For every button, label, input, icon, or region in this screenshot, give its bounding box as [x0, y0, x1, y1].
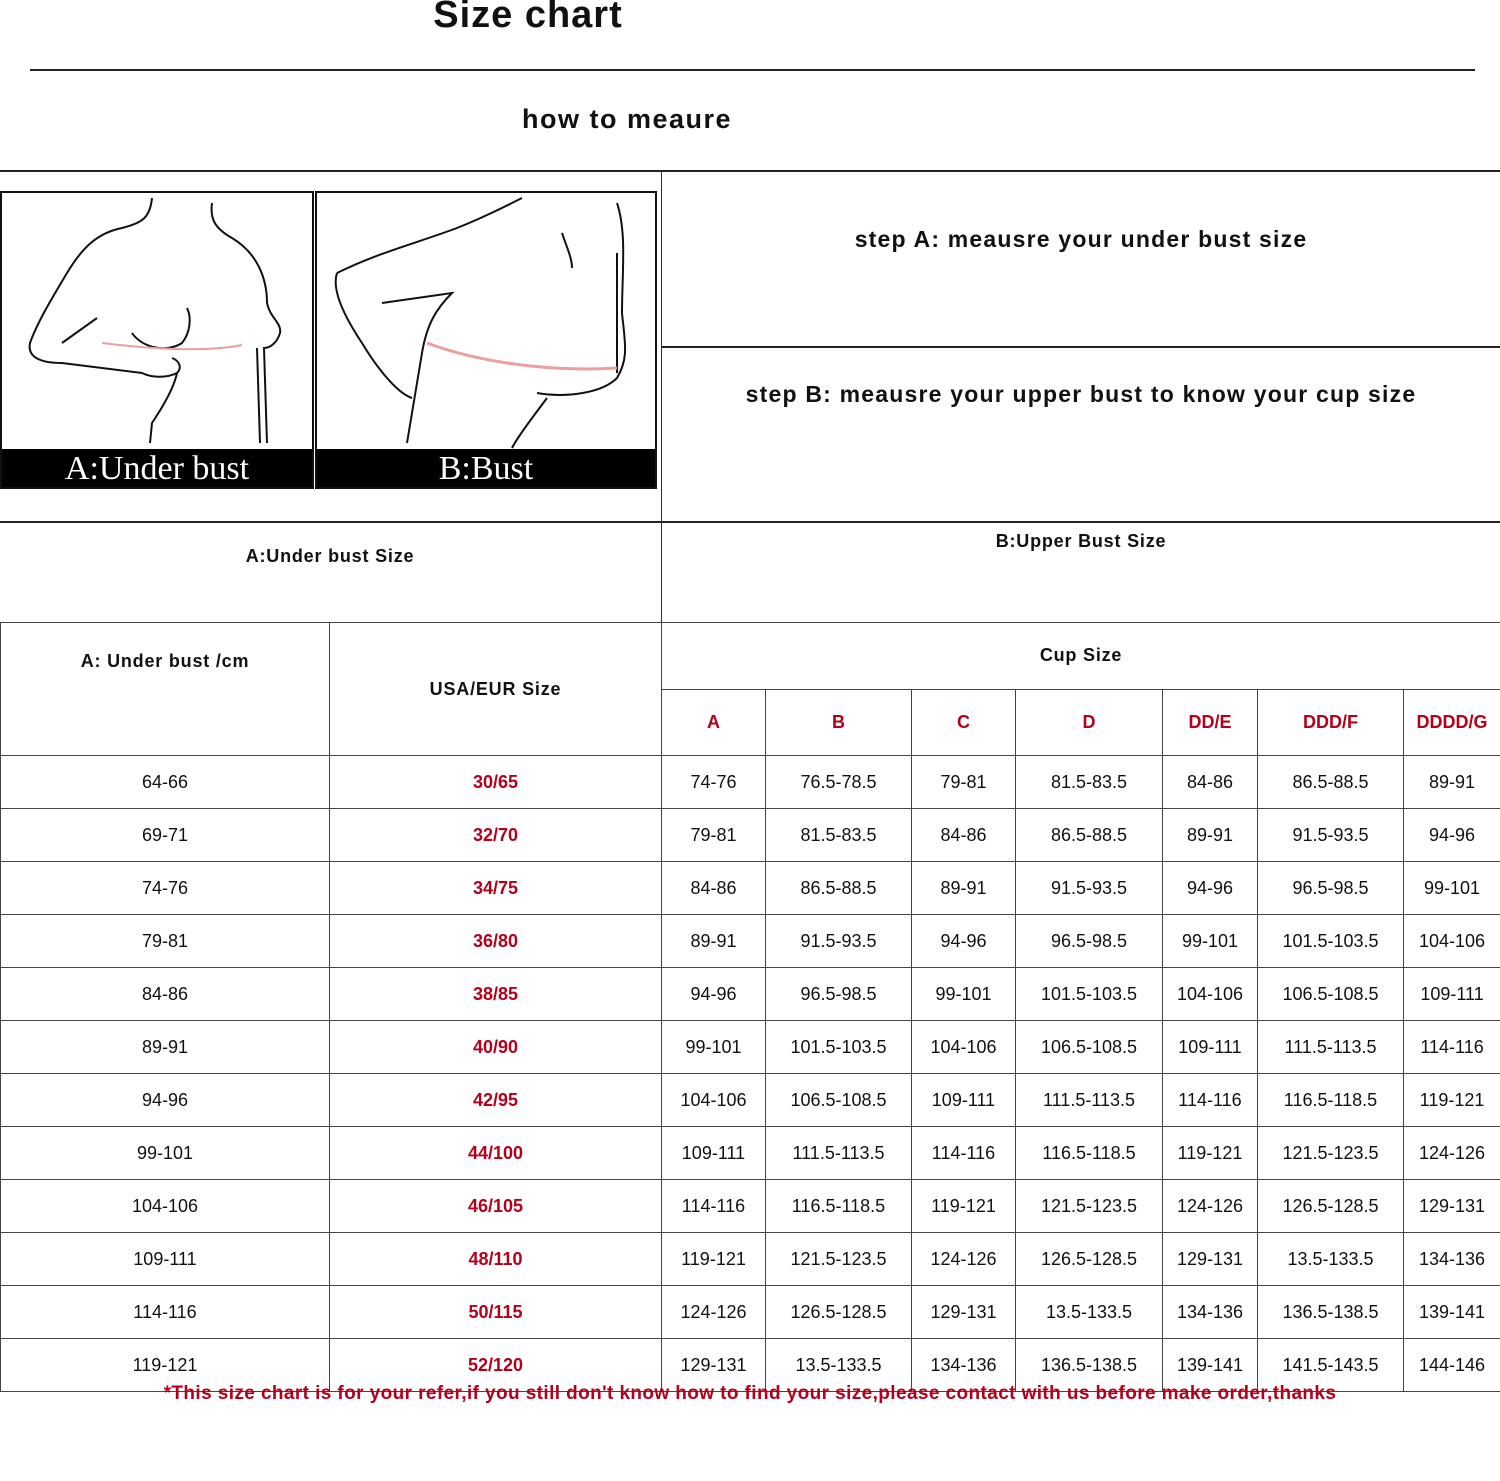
under-bust-size-header: A:Under bust Size [245, 546, 415, 566]
cup-value-cell: 91.5-93.5 [766, 915, 912, 968]
cup-value-cell: 126.5-128.5 [766, 1286, 912, 1339]
cup-value-cell: 101.5-103.5 [1258, 915, 1404, 968]
cup-value-cell: 119-121 [912, 1180, 1016, 1233]
cup-value-cell: 94-96 [662, 968, 766, 1021]
cup-value-cell: 94-96 [912, 915, 1016, 968]
cup-value-cell: 109-111 [662, 1127, 766, 1180]
cup-value-cell: 106.5-108.5 [766, 1074, 912, 1127]
usa-eur-size-cell: 50/115 [330, 1286, 662, 1339]
cup-value-cell: 109-111 [1163, 1021, 1258, 1074]
table-row [1, 968, 1500, 1021]
cup-value-cell: 81.5-83.5 [766, 809, 912, 862]
cup-value-cell: 121.5-123.5 [766, 1233, 912, 1286]
under-bust-cell: 69-71 [1, 809, 330, 862]
cup-value-cell: 109-111 [912, 1074, 1016, 1127]
cup-value-cell: 134-136 [1404, 1233, 1500, 1286]
cup-value-cell: 124-126 [1163, 1180, 1258, 1233]
cup-value-cell: 86.5-88.5 [1016, 809, 1163, 862]
cup-size-header: Cup Size [662, 623, 1500, 690]
figure-under-bust [0, 191, 314, 489]
usa-eur-size-cell: 44/100 [330, 1127, 662, 1180]
cup-value-cell: 89-91 [912, 862, 1016, 915]
size-table [0, 622, 1500, 1392]
under-bust-cell: 109-111 [1, 1233, 330, 1286]
bust-illustration-icon [317, 193, 655, 449]
cup-value-cell: 89-91 [662, 915, 766, 968]
cup-value-cell: 134-136 [1163, 1286, 1258, 1339]
cup-value-cell: 116.5-118.5 [1016, 1127, 1163, 1180]
divider [662, 346, 1500, 348]
cup-value-cell: 101.5-103.5 [1016, 968, 1163, 1021]
usa-eur-size-cell: 48/110 [330, 1233, 662, 1286]
cup-value-cell: 116.5-118.5 [766, 1180, 912, 1233]
cup-value-cell: 116.5-118.5 [1258, 1074, 1404, 1127]
cup-value-cell: 106.5-108.5 [1016, 1021, 1163, 1074]
table-row [1, 756, 1500, 809]
cup-value-cell: 84-86 [1163, 756, 1258, 809]
usa-eur-size-cell: 42/95 [330, 1074, 662, 1127]
cup-header-dd-e: DD/E [1163, 689, 1258, 756]
under-bust-cell: 99-101 [1, 1127, 330, 1180]
under-bust-cell: 79-81 [1, 915, 330, 968]
cup-value-cell: 119-121 [1404, 1074, 1500, 1127]
cup-value-cell: 121.5-123.5 [1258, 1127, 1404, 1180]
usa-eur-size-cell: 46/105 [330, 1180, 662, 1233]
upper-bust-size-header: B:Upper Bust Size [995, 531, 1167, 551]
usa-eur-size-cell: 30/65 [330, 756, 662, 809]
figure-caption-b: B:Bust [317, 449, 655, 487]
under-bust-cell: 74-76 [1, 862, 330, 915]
cup-value-cell: 106.5-108.5 [1258, 968, 1404, 1021]
cup-value-cell: 114-116 [912, 1127, 1016, 1180]
cup-value-cell: 104-106 [1163, 968, 1258, 1021]
cup-value-cell: 86.5-88.5 [1258, 756, 1404, 809]
cup-value-cell: 124-126 [912, 1233, 1016, 1286]
cup-value-cell: 84-86 [912, 809, 1016, 862]
cup-value-cell: 111.5-113.5 [1016, 1074, 1163, 1127]
cup-value-cell: 119-121 [662, 1233, 766, 1286]
step-b-text: step B: meausre your upper bust to know your cup size [745, 381, 1417, 407]
cup-value-cell: 94-96 [1163, 862, 1258, 915]
cup-value-cell: 134-136 [912, 1339, 1016, 1392]
cup-value-cell: 139-141 [1163, 1339, 1258, 1392]
cup-header-d: D [1016, 689, 1163, 756]
cup-value-cell: 119-121 [1163, 1127, 1258, 1180]
under-bust-cell: 94-96 [1, 1074, 330, 1127]
under-bust-cell: 114-116 [1, 1286, 330, 1339]
usa-eur-size-cell: 32/70 [330, 809, 662, 862]
cup-value-cell: 91.5-93.5 [1258, 809, 1404, 862]
cup-value-cell: 114-116 [1163, 1074, 1258, 1127]
cup-value-cell: 96.5-98.5 [1258, 862, 1404, 915]
table-row [1, 1021, 1500, 1074]
cup-value-cell: 89-91 [1163, 809, 1258, 862]
cup-value-cell: 99-101 [912, 968, 1016, 1021]
cup-value-cell: 13.5-133.5 [766, 1339, 912, 1392]
page-title: Size chart [433, 0, 623, 36]
cup-value-cell: 114-116 [1404, 1021, 1500, 1074]
cup-value-cell: 13.5-133.5 [1016, 1286, 1163, 1339]
divider [0, 170, 1500, 172]
cup-value-cell: 96.5-98.5 [766, 968, 912, 1021]
table-row [1, 1127, 1500, 1180]
cup-value-cell: 144-146 [1404, 1339, 1500, 1392]
cup-value-cell: 129-131 [1163, 1233, 1258, 1286]
cup-value-cell: 84-86 [662, 862, 766, 915]
cup-value-cell: 104-106 [912, 1021, 1016, 1074]
usa-eur-size-cell: 52/120 [330, 1339, 662, 1392]
usa-eur-size-cell: 40/90 [330, 1021, 662, 1074]
table-row [1, 915, 1500, 968]
cup-header-dddd-g: DDDD/G [1404, 689, 1500, 756]
cup-header-ddd-f: DDD/F [1258, 689, 1404, 756]
cup-value-cell: 129-131 [662, 1339, 766, 1392]
cup-value-cell: 89-91 [1404, 756, 1500, 809]
how-to-measure-heading: how to meaure [521, 104, 733, 134]
cup-value-cell: 111.5-113.5 [1258, 1021, 1404, 1074]
cup-value-cell: 129-131 [912, 1286, 1016, 1339]
under-bust-cell: 89-91 [1, 1021, 330, 1074]
figure-caption-a: A:Under bust [2, 449, 312, 487]
cup-value-cell: 136.5-138.5 [1016, 1339, 1163, 1392]
under-bust-cell: 64-66 [1, 756, 330, 809]
cup-value-cell: 94-96 [1404, 809, 1500, 862]
cup-value-cell: 129-131 [1404, 1180, 1500, 1233]
cup-value-cell: 104-106 [662, 1074, 766, 1127]
cup-value-cell: 126.5-128.5 [1016, 1233, 1163, 1286]
usa-eur-size-cell: 34/75 [330, 862, 662, 915]
table-row [1, 1074, 1500, 1127]
cup-value-cell: 79-81 [662, 809, 766, 862]
column-header-under-bust: A: Under bust /cm [1, 623, 330, 756]
cup-value-cell: 74-76 [662, 756, 766, 809]
step-a-text: step A: meausre your under bust size [854, 226, 1308, 252]
cup-value-cell: 114-116 [662, 1180, 766, 1233]
cup-value-cell: 96.5-98.5 [1016, 915, 1163, 968]
cup-value-cell: 99-101 [1163, 915, 1258, 968]
table-row [1, 1233, 1500, 1286]
cup-value-cell: 86.5-88.5 [766, 862, 912, 915]
cup-value-cell: 81.5-83.5 [1016, 756, 1163, 809]
under-bust-cell: 119-121 [1, 1339, 330, 1392]
cup-value-cell: 124-126 [1404, 1127, 1500, 1180]
cup-value-cell: 121.5-123.5 [1016, 1180, 1163, 1233]
under-bust-illustration-icon [2, 193, 312, 449]
cup-value-cell: 109-111 [1404, 968, 1500, 1021]
cup-value-cell: 99-101 [662, 1021, 766, 1074]
figure-bust [315, 191, 657, 489]
usa-eur-size-cell: 38/85 [330, 968, 662, 1021]
table-row [1, 809, 1500, 862]
cup-value-cell: 126.5-128.5 [1258, 1180, 1404, 1233]
cup-value-cell: 13.5-133.5 [1258, 1233, 1404, 1286]
cup-value-cell: 104-106 [1404, 915, 1500, 968]
cup-header-a: A [662, 689, 766, 756]
cup-value-cell: 91.5-93.5 [1016, 862, 1163, 915]
table-row [1, 1286, 1500, 1339]
cup-header-c: C [912, 689, 1016, 756]
usa-eur-size-cell: 36/80 [330, 915, 662, 968]
cup-value-cell: 101.5-103.5 [766, 1021, 912, 1074]
column-header-usa-eur: USA/EUR Size [330, 623, 662, 756]
divider [0, 521, 1500, 523]
footnote: *This size chart is for your refer,if you still don't know how to find your size,please contact with us before make order,thanks [163, 1383, 1337, 1404]
table-row [1, 1180, 1500, 1233]
cup-value-cell: 141.5-143.5 [1258, 1339, 1404, 1392]
cup-value-cell: 139-141 [1404, 1286, 1500, 1339]
cup-value-cell: 124-126 [662, 1286, 766, 1339]
cup-header-b: B [766, 689, 912, 756]
table-row [1, 862, 1500, 915]
cup-value-cell: 79-81 [912, 756, 1016, 809]
cup-value-cell: 136.5-138.5 [1258, 1286, 1404, 1339]
under-bust-cell: 104-106 [1, 1180, 330, 1233]
cup-value-cell: 111.5-113.5 [766, 1127, 912, 1180]
cup-value-cell: 76.5-78.5 [766, 756, 912, 809]
divider [30, 69, 1475, 71]
cup-value-cell: 99-101 [1404, 862, 1500, 915]
under-bust-cell: 84-86 [1, 968, 330, 1021]
